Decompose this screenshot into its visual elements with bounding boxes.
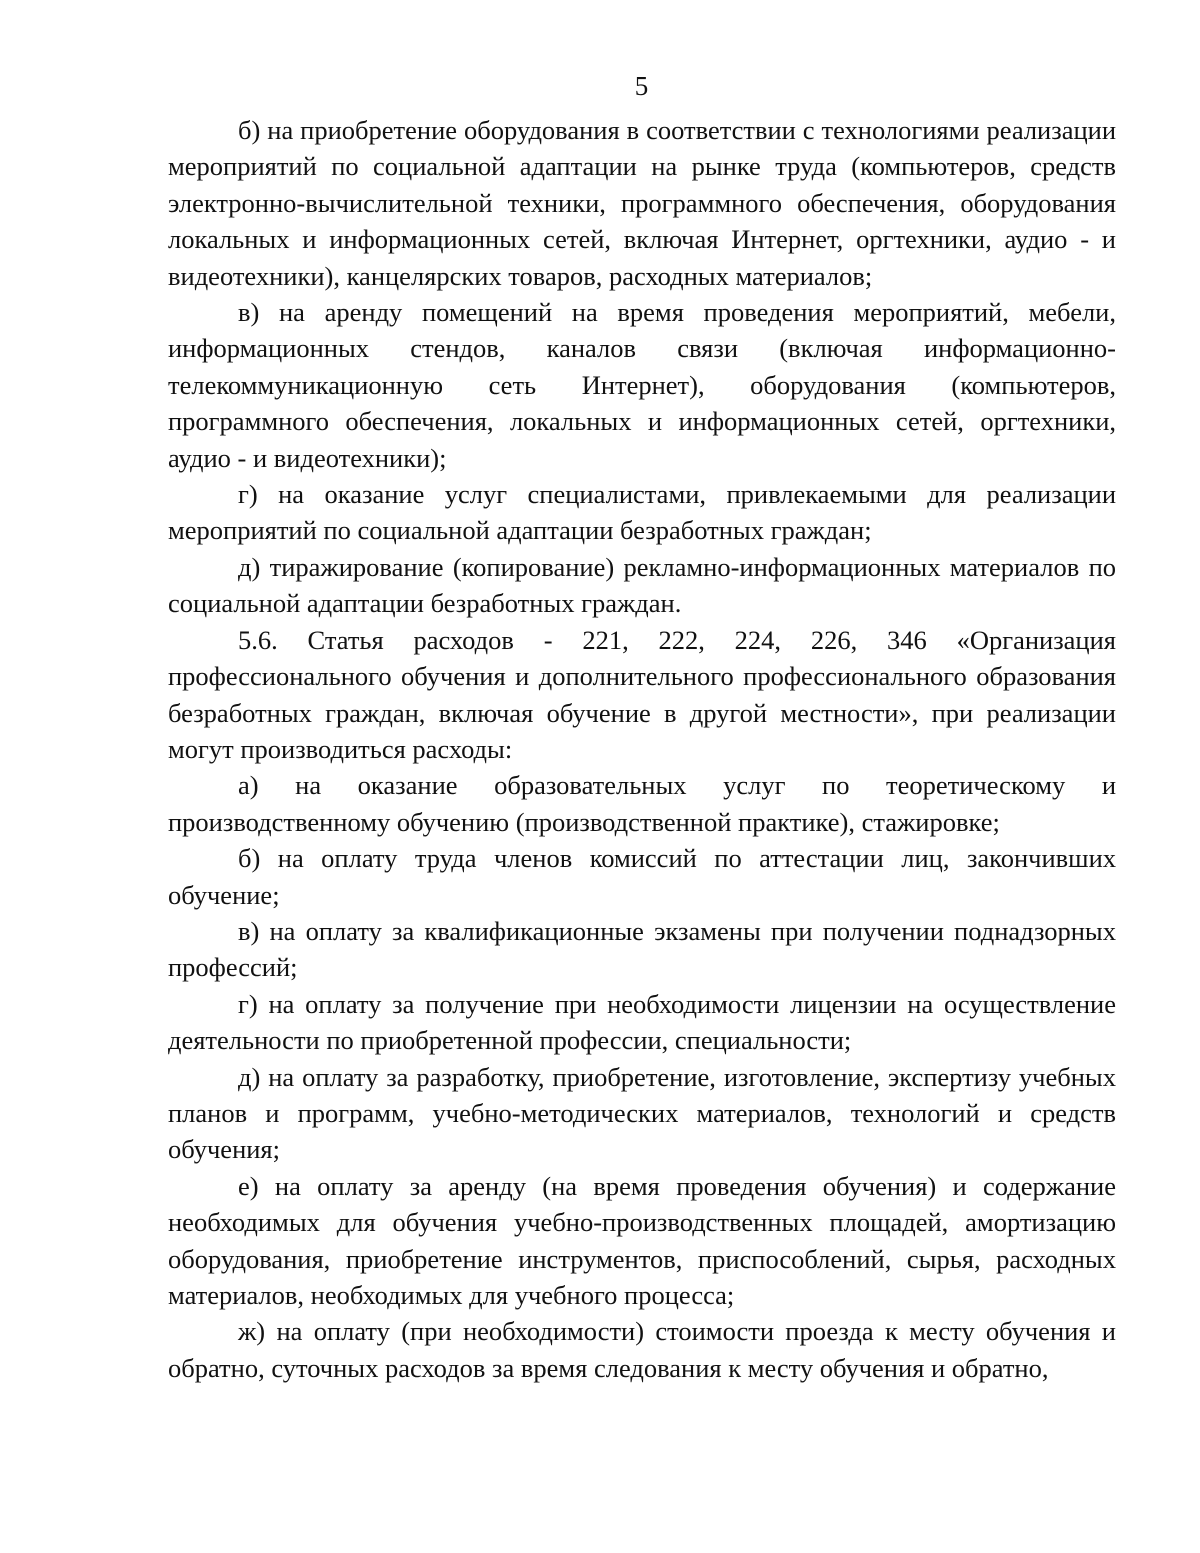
paragraph-d-curricula: д) на оплату за разработку, приобретение, изготовление, экспертизу учебных планов и программ, учебно-методических материалов, технологий и средств обучения; [168,1061,1116,1165]
document-body [168,112,1116,1386]
paragraph-b-commission-pay: б) на оплату труда членов комиссий по аттестации лиц, закончивших обучение; [168,843,1116,910]
paragraph-e-premises: е) на оплату за аренду (на время проведения обучения) и содержание необходимых для обучения учебно-производственных площадей, амортизацию оборудования, приобретение инструментов, приспособлений, сырья, расходных материалов, необходимых для учебного процесса; [168,1170,1116,1310]
page-number: 5 [634,71,649,101]
paragraph-g-license: г) на оплату за получение при необходимости лицензии на осуществление деятельности по приобретенной профессии, специальности; [168,988,1116,1056]
paragraph-b-equipment: б) на приобретение оборудования в соответствии с технологиями реализации мероприятий по социальной адаптации на рынке труда (компьютеров, средств электронно-вычислительной техники, программного обеспечения, оборудования локальных и информационных сетей, включая Интернет, оргтехники, аудио - и видеотехники), канцелярских товаров, расходных материалов; [168,115,1116,291]
paragraph-d-copying: д) тиражирование (копирование) рекламно-информационных материалов по социальной адаптации безработных граждан. [168,551,1116,619]
paragraph-g-specialists: г) на оказание услуг специалистами, привлекаемыми для реализации мероприятий по социальной адаптации безработных граждан; [168,479,1116,546]
paragraph-v-rent: в) на аренду помещений на время проведения мероприятий, мебели, информационных стендов, каналов связи (включая информационно-телекоммуникационную сеть Интернет), оборудования (компьютеров, программного обеспечения, локальных и информационных сетей, оргтехники, аудио - и видеотехники); [168,297,1116,473]
paragraph-v-exams: в) на оплату за квалификационные экзамены при получении поднадзорных профессий; [168,915,1116,983]
paragraph-zh-travel: ж) на оплату (при необходимости) стоимости проезда к месту обучения и обратно, суточных расходов за время следования к месту обучения и обратно, [168,1316,1116,1383]
paragraph-5-6-article: 5.6. Статья расходов - 221, 222, 224, 226, 346 «Организация профессионального обучения и дополнительного профессионального образования безработных граждан, включая обучение в другой местности», при реализации могут производиться расходы: [168,624,1116,764]
paragraph-a-education-services: а) на оказание образовательных услуг по теоретическому и производственному обучению (производственной практике), стажировке; [168,770,1116,837]
